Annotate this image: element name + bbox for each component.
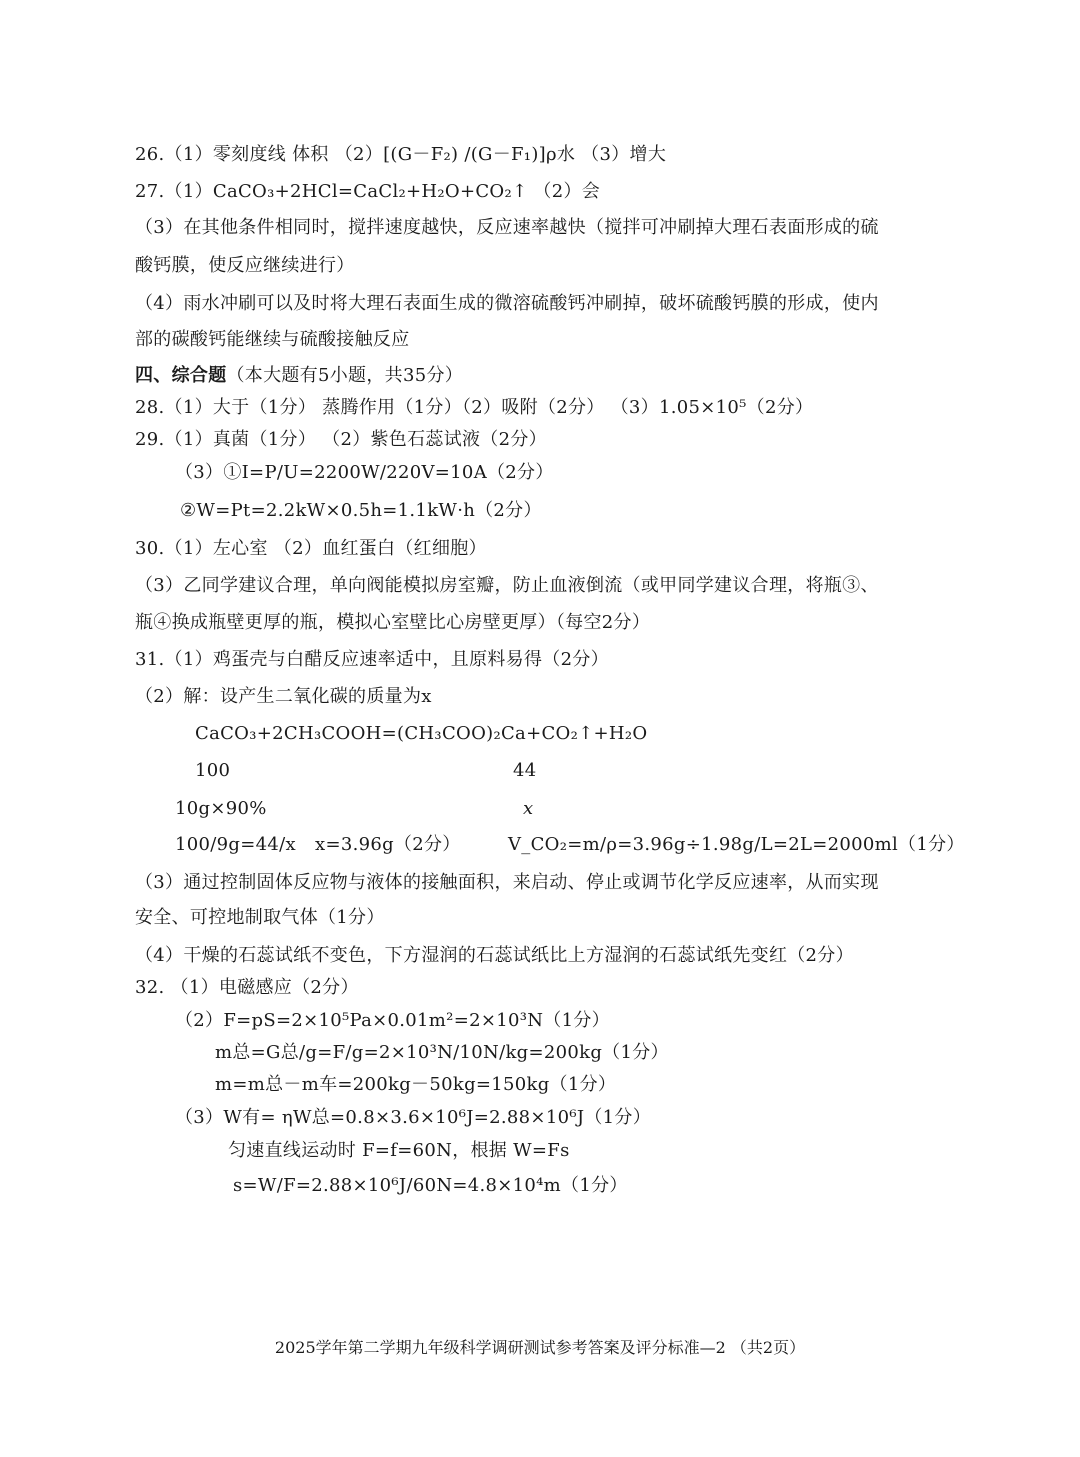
answer-27-part3-line2: 酸钙膜，使反应继续进行） <box>135 255 355 276</box>
answer-32-part3-2: 匀速直线运动时 F=f=60N，根据 W=Fs <box>228 1140 570 1161</box>
answer-27-part1: 27.（1）CaCO₃+2HCl=CaCl₂+H₂O+CO₂↑ （2）会 <box>135 181 601 202</box>
answer-27-part4-line2: 部的碳酸钙能继续与硫酸接触反应 <box>135 329 410 350</box>
answer-29-part3-1: （3）①I=P/U=2200W/220V=10A（2分） <box>175 462 554 483</box>
answer-32-part2-3: m=m总－m车=200kg－50kg=150kg（1分） <box>215 1074 617 1095</box>
answer-31-part4: （4）干燥的石蕊试纸不变色，下方湿润的石蕊试纸比上方湿润的石蕊试纸先变红（2分） <box>135 945 854 966</box>
answer-30-part3-line1: （3）乙同学建议合理，单向阀能模拟房室瓣，防止血液倒流（或甲同学建议合理，将瓶③、 <box>135 575 879 596</box>
ratio-caco3-mass: 100 <box>195 760 231 781</box>
answer-31-part3-line1: （3）通过控制固体反应物与液体的接触面积，来启动、停止或调节化学反应速率，从而实现 <box>135 872 879 893</box>
section-title: 四、综合题 <box>135 365 227 386</box>
proportion: 100/9g=44/x <box>175 834 296 855</box>
answer-29-part1: 29.（1）真菌（1分） （2）紫色石蕊试液（2分） <box>135 429 547 450</box>
answer-27-part4-line1: （4）雨水冲刷可以及时将大理石表面生成的微溶硫酸钙冲刷掉，破坏硫酸钙膜的形成，使内 <box>135 293 879 314</box>
unknown-x: x <box>523 798 534 819</box>
answer-31-part2-intro: （2）解：设产生二氧化碳的质量为x <box>135 686 432 707</box>
answer-32-part3-3: s=W/F=2.88×10⁶J/60N=4.8×10⁴m（1分） <box>233 1175 628 1196</box>
answer-32-part2-2: m总=G总/g=F/g=2×10³N/10N/kg=200kg（1分） <box>215 1042 669 1063</box>
chemical-equation: CaCO₃+2CH₃COOH=(CH₃COO)₂Ca+CO₂↑+H₂O <box>195 723 648 744</box>
answer-29-part3-2: ②W=Pt=2.2kW×0.5h=1.1kW·h（2分） <box>180 500 542 521</box>
section-heading <box>135 364 463 388</box>
answer-27-part3-line1: （3）在其他条件相同时，搅拌速度越快，反应速率越快（搅拌可冲刷掉大理石表面形成的硫 <box>135 217 879 238</box>
result-x: x=3.96g（2分） <box>315 834 461 855</box>
section-note: （本大题有5小题，共35分） <box>226 365 464 386</box>
result-volume: V_CO₂=m/ρ=3.96g÷1.98g/L=2L=2000ml（1分） <box>508 834 965 855</box>
given-mass: 10g×90% <box>175 798 267 819</box>
answer-28: 28.（1）大于（1分） 蒸腾作用（1分）（2）吸附（2分） （3）1.05×10⁵（2分） <box>135 397 814 418</box>
answer-26: 26.（1）零刻度线 体积 （2）[(G－F₂) /(G－F₁)]ρ水 （3）增大 <box>135 144 667 165</box>
answer-32-part2-1: （2）F=pS=2×10⁵Pa×0.01m²=2×10³N（1分） <box>175 1010 610 1031</box>
answer-31-part3-line2: 安全、可控地制取气体（1分） <box>135 907 385 928</box>
page-footer: 2025学年第二学期九年级科学调研测试参考答案及评分标准—2 （共2页） <box>274 1338 806 1357</box>
answer-30-part3-line2: 瓶④换成瓶壁更厚的瓶，模拟心室壁比心房壁更厚）（每空2分） <box>135 612 651 633</box>
answer-30-part1: 30.（1）左心室 （2）血红蛋白（红细胞） <box>135 538 487 559</box>
ratio-co2-mass: 44 <box>513 760 537 781</box>
answer-32-part1: 32. （1）电磁感应（2分） <box>135 977 359 998</box>
answer-32-part3-1: （3）W有= ηW总=0.8×3.6×10⁶J=2.88×10⁶J（1分） <box>175 1107 652 1128</box>
answer-31-part1: 31.（1）鸡蛋壳与白醋反应速率适中，且原料易得（2分） <box>135 649 609 670</box>
